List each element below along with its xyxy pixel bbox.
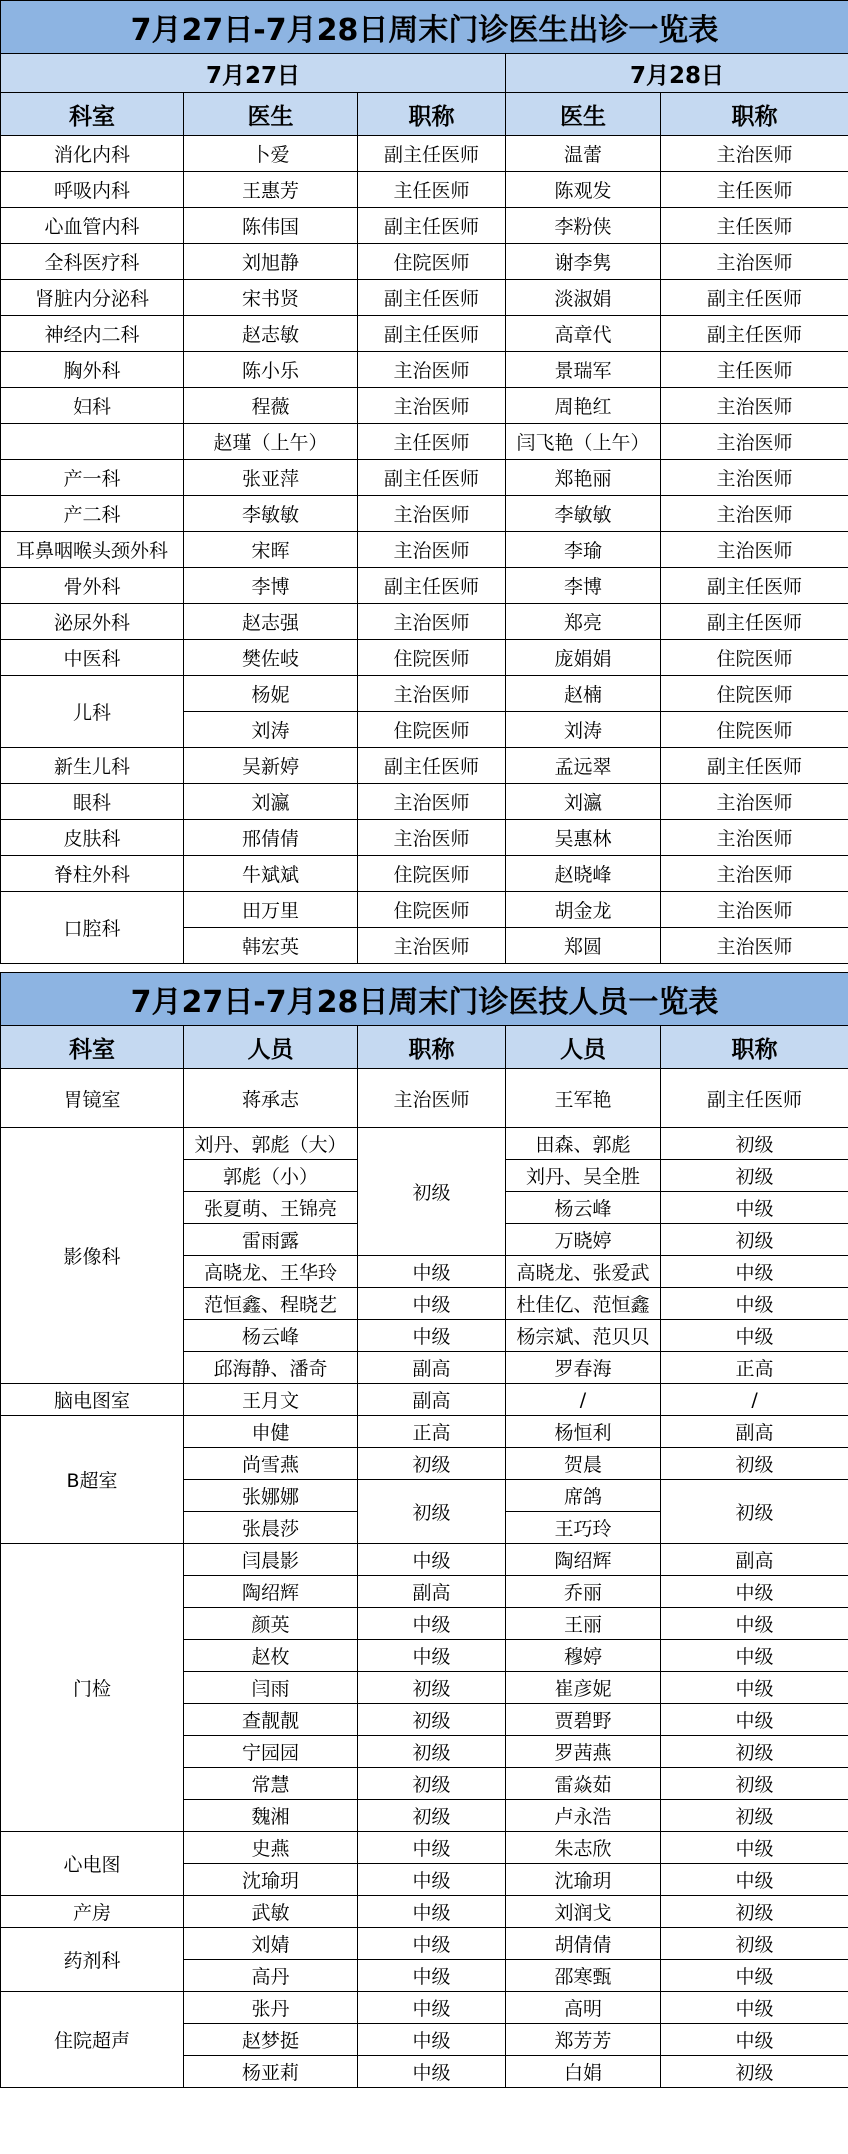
title-cell: 初级 (358, 1480, 506, 1544)
staff-cell: 谢李隽 (506, 244, 661, 280)
title-cell: 副主任医师 (358, 568, 506, 604)
title-cell: 主治医师 (661, 928, 848, 964)
doctor-table-body (1, 136, 848, 964)
title-cell: 中级 (358, 1960, 506, 1992)
staff-cell: 卜爱 (184, 136, 358, 172)
staff-cell: 乔丽 (506, 1576, 661, 1608)
title-cell: 主治医师 (358, 352, 506, 388)
staff-cell: 郑亮 (506, 604, 661, 640)
staff-cell: 刘涛 (184, 712, 358, 748)
staff-cell: 崔彦妮 (506, 1672, 661, 1704)
column-header: 职称 (358, 1026, 506, 1069)
table-row (1, 244, 848, 280)
department-cell: 产一科 (1, 460, 184, 496)
title-cell: 住院医师 (661, 640, 848, 676)
title-cell: 主治医师 (661, 532, 848, 568)
staff-cell: 颜英 (184, 1608, 358, 1640)
title-cell: 中级 (358, 1288, 506, 1320)
table-row (1, 172, 848, 208)
staff-cell: 张夏萌、王锦亮 (184, 1192, 358, 1224)
staff-cell: 史燕 (184, 1832, 358, 1864)
title-cell: 主治医师 (661, 244, 848, 280)
staff-cell: 常慧 (184, 1768, 358, 1800)
title-cell: 主治医师 (358, 928, 506, 964)
title-cell: 中级 (661, 1672, 848, 1704)
title-cell: 主治医师 (661, 136, 848, 172)
staff-cell: 高晓龙、王华玲 (184, 1256, 358, 1288)
staff-cell: 李博 (506, 568, 661, 604)
title-cell: 正高 (661, 1352, 848, 1384)
title-cell: 中级 (661, 1960, 848, 1992)
department-cell: 影像科 (1, 1128, 184, 1384)
title-cell: 初级 (661, 1736, 848, 1768)
staff-cell: 王丽 (506, 1608, 661, 1640)
staff-cell: 刘丹、郭彪（大） (184, 1128, 358, 1160)
title-cell: 主治医师 (661, 388, 848, 424)
table-row (1, 604, 848, 640)
title-cell: 副高 (358, 1384, 506, 1416)
date-header-0728: 7月28日 (506, 54, 848, 93)
staff-cell: 陈伟国 (184, 208, 358, 244)
staff-cell: 高明 (506, 1992, 661, 2024)
staff-cell: 杨云峰 (506, 1192, 661, 1224)
staff-cell: 韩宏英 (184, 928, 358, 964)
staff-cell: 雷焱茹 (506, 1768, 661, 1800)
title-cell: 中级 (358, 1256, 506, 1288)
staff-cell: 吴惠林 (506, 820, 661, 856)
department-cell: 心血管内科 (1, 208, 184, 244)
title-cell: 中级 (358, 1832, 506, 1864)
title-cell: 住院医师 (358, 892, 506, 928)
department-cell: 呼吸内科 (1, 172, 184, 208)
title-cell: 副主任医师 (661, 748, 848, 784)
title-cell: 中级 (358, 1608, 506, 1640)
title-cell: 副主任医师 (661, 604, 848, 640)
staff-cell: 范恒鑫、程晓艺 (184, 1288, 358, 1320)
department-cell: 药剂科 (1, 1928, 184, 1992)
staff-cell: 李敏敏 (184, 496, 358, 532)
column-header: 医生 (184, 93, 358, 136)
title-cell: 中级 (661, 1640, 848, 1672)
table-row (1, 1128, 848, 1160)
table-row (1, 1069, 848, 1128)
table-row (1, 892, 848, 928)
staff-cell: 王军艳 (506, 1069, 661, 1128)
title-cell: 住院医师 (661, 676, 848, 712)
staff-cell: 郑芳芳 (506, 2024, 661, 2056)
staff-cell: 张晨莎 (184, 1512, 358, 1544)
staff-cell: 白娟 (506, 2056, 661, 2088)
title-cell: 主治医师 (358, 784, 506, 820)
title-cell: 副高 (358, 1352, 506, 1384)
title-cell: 中级 (358, 1640, 506, 1672)
title-cell: 主治医师 (661, 496, 848, 532)
title-cell: 初级 (661, 1224, 848, 1256)
title-cell: 住院医师 (358, 244, 506, 280)
table-row (1, 676, 848, 712)
table-row (1, 136, 848, 172)
staff-cell: 杜佳亿、范恒鑫 (506, 1288, 661, 1320)
title-cell: 主治医师 (661, 892, 848, 928)
staff-cell: 宁园园 (184, 1736, 358, 1768)
staff-cell: 沈瑜玥 (506, 1864, 661, 1896)
tech-table-body (1, 1069, 848, 2088)
title-cell: 初级 (661, 1896, 848, 1928)
title-cell: 中级 (358, 1928, 506, 1960)
staff-cell: 贺晨 (506, 1448, 661, 1480)
title-cell: 中级 (661, 1320, 848, 1352)
column-header-row (1, 1026, 848, 1069)
staff-cell: 邢倩倩 (184, 820, 358, 856)
title-cell: 初级 (358, 1736, 506, 1768)
title-cell: 住院医师 (661, 712, 848, 748)
table-row (1, 1992, 848, 2024)
title-cell: 副主任医师 (661, 568, 848, 604)
department-cell: 泌尿外科 (1, 604, 184, 640)
column-header: 科室 (1, 93, 184, 136)
title-cell: 副主任医师 (661, 280, 848, 316)
column-header: 人员 (506, 1026, 661, 1069)
title-cell: 主治医师 (358, 388, 506, 424)
staff-cell: 庞娟娟 (506, 640, 661, 676)
column-header: 人员 (184, 1026, 358, 1069)
title-cell: 中级 (358, 2024, 506, 2056)
title-cell: 中级 (661, 1832, 848, 1864)
table-row (1, 1416, 848, 1448)
staff-cell: 胡金龙 (506, 892, 661, 928)
department-cell: 新生儿科 (1, 748, 184, 784)
title-cell: 初级 (661, 1448, 848, 1480)
title-cell: 中级 (358, 1864, 506, 1896)
department-cell: 眼科 (1, 784, 184, 820)
title-cell: 副主任医师 (358, 136, 506, 172)
table-row (1, 640, 848, 676)
table-row (1, 820, 848, 856)
staff-cell: 李瑜 (506, 532, 661, 568)
staff-cell: 武敏 (184, 1896, 358, 1928)
staff-cell: 程薇 (184, 388, 358, 424)
staff-cell: 邱海静、潘奇 (184, 1352, 358, 1384)
department-cell: 口腔科 (1, 892, 184, 964)
staff-cell: 赵晓峰 (506, 856, 661, 892)
table-row (1, 424, 848, 460)
staff-cell: 胡倩倩 (506, 1928, 661, 1960)
doctor-table-title: 7月27日-7月28日周末门诊医生出诊一览表 (1, 1, 848, 54)
title-cell: 主治医师 (358, 496, 506, 532)
title-cell: 副主任医师 (358, 208, 506, 244)
table-row (1, 388, 848, 424)
staff-cell: 刘瀛 (184, 784, 358, 820)
title-cell: 副主任医师 (661, 316, 848, 352)
title-cell: 中级 (661, 2024, 848, 2056)
title-cell: 主治医师 (661, 820, 848, 856)
table-row (1, 856, 848, 892)
column-header-row (1, 93, 848, 136)
title-cell: 副高 (661, 1544, 848, 1576)
title-cell: 中级 (358, 1544, 506, 1576)
title-cell: 主治医师 (358, 676, 506, 712)
staff-cell: 陶绍辉 (506, 1544, 661, 1576)
staff-cell: 田万里 (184, 892, 358, 928)
department-cell: 儿科 (1, 676, 184, 748)
department-cell: 产房 (1, 1896, 184, 1928)
staff-cell: 田森、郭彪 (506, 1128, 661, 1160)
table-row (1, 1832, 848, 1864)
title-cell: 中级 (358, 1896, 506, 1928)
staff-cell: 牛斌斌 (184, 856, 358, 892)
title-cell: 正高 (358, 1416, 506, 1448)
table-row (1, 208, 848, 244)
staff-cell: 王巧玲 (506, 1512, 661, 1544)
title-cell: 中级 (358, 1320, 506, 1352)
staff-cell: 张娜娜 (184, 1480, 358, 1512)
title-cell: 主任医师 (661, 172, 848, 208)
title-cell: 中级 (661, 1608, 848, 1640)
title-cell: 住院医师 (358, 640, 506, 676)
staff-cell: 吴新婷 (184, 748, 358, 784)
table-row (1, 352, 848, 388)
title-cell: 初级 (358, 1800, 506, 1832)
staff-cell: 张亚萍 (184, 460, 358, 496)
staff-cell: 刘婧 (184, 1928, 358, 1960)
staff-cell: 赵梦挺 (184, 2024, 358, 2056)
title-cell: 中级 (661, 1256, 848, 1288)
table-row (1, 1928, 848, 1960)
staff-cell: 李敏敏 (506, 496, 661, 532)
staff-cell: 张丹 (184, 1992, 358, 2024)
title-cell: 主任医师 (661, 208, 848, 244)
staff-cell: 沈瑜玥 (184, 1864, 358, 1896)
column-header: 科室 (1, 1026, 184, 1069)
staff-cell: 魏湘 (184, 1800, 358, 1832)
table-row (1, 496, 848, 532)
department-cell: 住院超声 (1, 1992, 184, 2088)
department-cell: 肾脏内分泌科 (1, 280, 184, 316)
staff-cell: 杨恒利 (506, 1416, 661, 1448)
title-cell: 副主任医师 (358, 280, 506, 316)
title-cell: 初级 (661, 1160, 848, 1192)
title-cell: 主治医师 (358, 820, 506, 856)
table-separator (0, 964, 848, 972)
title-cell: 中级 (661, 1864, 848, 1896)
department-cell: 皮肤科 (1, 820, 184, 856)
title-cell: 副主任医师 (661, 1069, 848, 1128)
staff-cell: 刘涛 (506, 712, 661, 748)
title-cell: 主任医师 (661, 352, 848, 388)
department-cell: 胸外科 (1, 352, 184, 388)
staff-cell: 杨妮 (184, 676, 358, 712)
title-cell: 主治医师 (358, 604, 506, 640)
title-cell: 初级 (358, 1128, 506, 1256)
title-cell: 副高 (358, 1576, 506, 1608)
staff-cell: 查靓靓 (184, 1704, 358, 1736)
department-cell: 产二科 (1, 496, 184, 532)
staff-cell: 王惠芳 (184, 172, 358, 208)
title-cell: 副主任医师 (358, 316, 506, 352)
staff-cell: 王月文 (184, 1384, 358, 1416)
table-row (1, 1384, 848, 1416)
staff-cell: 郑圆 (506, 928, 661, 964)
title-cell: 初级 (358, 1704, 506, 1736)
table-row (1, 784, 848, 820)
title-cell: 初级 (358, 1448, 506, 1480)
staff-cell: 刘丹、吴全胜 (506, 1160, 661, 1192)
title-cell: 初级 (661, 1128, 848, 1160)
staff-cell: 陈小乐 (184, 352, 358, 388)
staff-cell: 李粉侠 (506, 208, 661, 244)
column-header: 医生 (506, 93, 661, 136)
title-cell: 中级 (661, 1704, 848, 1736)
staff-cell: 闫晨影 (184, 1544, 358, 1576)
tech-schedule-table (0, 972, 848, 2088)
staff-cell: 闫飞艳（上午） (506, 424, 661, 460)
staff-cell: 陶绍辉 (184, 1576, 358, 1608)
department-cell: 胃镜室 (1, 1069, 184, 1128)
title-cell: 主治医师 (661, 424, 848, 460)
title-cell: 初级 (358, 1768, 506, 1800)
staff-cell: 贾碧野 (506, 1704, 661, 1736)
column-header: 职称 (661, 1026, 848, 1069)
table-row (1, 1896, 848, 1928)
title-cell: 初级 (661, 1768, 848, 1800)
title-cell: 主任医师 (358, 424, 506, 460)
column-header: 职称 (661, 93, 848, 136)
department-cell: 消化内科 (1, 136, 184, 172)
table-row (1, 568, 848, 604)
doctor-schedule-table (0, 0, 848, 964)
staff-cell: 景瑞军 (506, 352, 661, 388)
staff-cell: 闫雨 (184, 1672, 358, 1704)
column-header: 职称 (358, 93, 506, 136)
title-cell: 初级 (661, 1928, 848, 1960)
department-cell: 全科医疗科 (1, 244, 184, 280)
title-cell: 主治医师 (358, 532, 506, 568)
table-row (1, 748, 848, 784)
staff-cell: 罗茜燕 (506, 1736, 661, 1768)
department-cell: 脊柱外科 (1, 856, 184, 892)
title-cell: 中级 (661, 1192, 848, 1224)
staff-cell: 宋书贤 (184, 280, 358, 316)
table-row (1, 532, 848, 568)
title-cell: 中级 (358, 2056, 506, 2088)
title-cell: 中级 (661, 1992, 848, 2024)
title-cell: 主治医师 (661, 460, 848, 496)
title-cell: 副主任医师 (358, 460, 506, 496)
title-cell: 初级 (661, 2056, 848, 2088)
title-cell: 中级 (661, 1576, 848, 1608)
staff-cell: 高晓龙、张爱武 (506, 1256, 661, 1288)
staff-cell: 杨亚莉 (184, 2056, 358, 2088)
title-cell: / (661, 1384, 848, 1416)
staff-cell: 万晓婷 (506, 1224, 661, 1256)
department-cell: 心电图 (1, 1832, 184, 1896)
department-cell: 神经内二科 (1, 316, 184, 352)
title-cell: 主治医师 (358, 1069, 506, 1128)
title-cell: 主治医师 (661, 784, 848, 820)
staff-cell: 温蕾 (506, 136, 661, 172)
title-cell: 初级 (661, 1800, 848, 1832)
title-cell: 主任医师 (358, 172, 506, 208)
staff-cell: 刘润戈 (506, 1896, 661, 1928)
staff-cell: 邵寒甄 (506, 1960, 661, 1992)
staff-cell: 尚雪燕 (184, 1448, 358, 1480)
title-cell: 副高 (661, 1416, 848, 1448)
staff-cell: 赵志强 (184, 604, 358, 640)
title-cell: 初级 (661, 1480, 848, 1544)
title-cell: 住院医师 (358, 712, 506, 748)
staff-cell: 高丹 (184, 1960, 358, 1992)
staff-cell: 赵志敏 (184, 316, 358, 352)
staff-cell: 刘瀛 (506, 784, 661, 820)
department-cell: B超室 (1, 1416, 184, 1544)
department-cell: 门检 (1, 1544, 184, 1832)
staff-cell: 杨宗斌、范贝贝 (506, 1320, 661, 1352)
department-cell: 中医科 (1, 640, 184, 676)
staff-cell: 赵枚 (184, 1640, 358, 1672)
staff-cell: 孟远翠 (506, 748, 661, 784)
staff-cell: / (506, 1384, 661, 1416)
title-cell: 主治医师 (661, 856, 848, 892)
table-row (1, 316, 848, 352)
staff-cell: 赵楠 (506, 676, 661, 712)
staff-cell: 卢永浩 (506, 1800, 661, 1832)
staff-cell: 赵瑾（上午） (184, 424, 358, 460)
department-cell: 耳鼻咽喉头颈外科 (1, 532, 184, 568)
staff-cell: 李博 (184, 568, 358, 604)
tech-table-title: 7月27日-7月28日周末门诊医技人员一览表 (1, 973, 848, 1026)
staff-cell: 宋晖 (184, 532, 358, 568)
staff-cell: 淡淑娟 (506, 280, 661, 316)
department-cell: 骨外科 (1, 568, 184, 604)
staff-cell: 郑艳丽 (506, 460, 661, 496)
department-cell: 脑电图室 (1, 1384, 184, 1416)
staff-cell: 樊佐岐 (184, 640, 358, 676)
staff-cell: 蒋承志 (184, 1069, 358, 1128)
title-cell: 住院医师 (358, 856, 506, 892)
staff-cell: 陈观发 (506, 172, 661, 208)
staff-cell: 周艳红 (506, 388, 661, 424)
staff-cell: 高章代 (506, 316, 661, 352)
staff-cell: 杨云峰 (184, 1320, 358, 1352)
staff-cell: 席鸽 (506, 1480, 661, 1512)
staff-cell: 郭彪（小） (184, 1160, 358, 1192)
title-cell: 中级 (661, 1288, 848, 1320)
staff-cell: 朱志欣 (506, 1832, 661, 1864)
staff-cell: 雷雨露 (184, 1224, 358, 1256)
department-cell: 妇科 (1, 388, 184, 424)
table-row (1, 1544, 848, 1576)
title-cell: 副主任医师 (358, 748, 506, 784)
staff-cell: 穆婷 (506, 1640, 661, 1672)
date-header-0727: 7月27日 (1, 54, 506, 93)
staff-cell: 刘旭静 (184, 244, 358, 280)
staff-cell: 罗春海 (506, 1352, 661, 1384)
table-row (1, 280, 848, 316)
staff-cell: 申健 (184, 1416, 358, 1448)
table-row (1, 460, 848, 496)
title-cell: 初级 (358, 1672, 506, 1704)
department-cell (1, 424, 184, 460)
title-cell: 中级 (358, 1992, 506, 2024)
